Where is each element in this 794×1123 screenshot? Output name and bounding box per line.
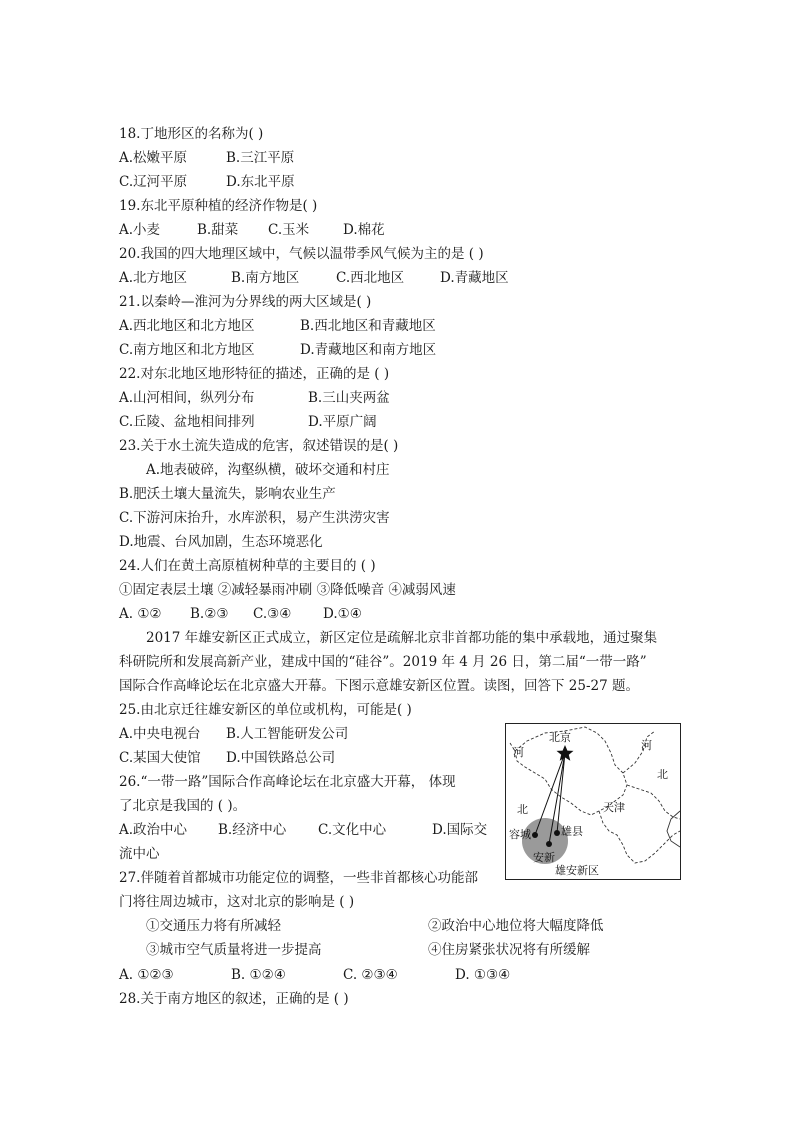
q23-option-c: C.下游河床抬升，水库淤积，易产生洪涝灾害 xyxy=(119,510,390,526)
q25-option-d: D.中国铁路总公司 xyxy=(226,750,336,766)
q24-option-b: B.②③ xyxy=(190,606,229,622)
q20-option-a: A.北方地区 xyxy=(119,270,188,286)
label-xiongan: 雄安新区 xyxy=(555,864,599,877)
label-xiongxian: 雄县 xyxy=(561,825,583,838)
label-he-right: 河 xyxy=(641,739,652,752)
passage-line-1: 2017 年雄安新区正式成立，新区定位是疏解北京非首都功能的集中承载地，通过聚集 xyxy=(146,630,658,646)
q25-stem: 25.由北京迁往雄安新区的单位或机构，可能是( ) xyxy=(119,702,412,718)
q27-option-d: D. ①③④ xyxy=(455,967,511,983)
q27-stem-line-2: 门将往周边城市，这对北京的影响是 ( ) xyxy=(119,894,355,910)
q25-option-b: B.人工智能研发公司 xyxy=(226,726,349,742)
q24-option-a: A. ①② xyxy=(119,606,162,622)
label-he-left: 河 xyxy=(513,746,524,759)
q18-option-c: C.辽河平原 xyxy=(119,174,188,190)
q22-option-d: D.平原广阔 xyxy=(308,414,377,430)
passage-line-2: 科研院所和发展高新产业，建成中国的“硅谷”。2019 年 4 月 26 日，第二届“一带一路” xyxy=(119,654,647,670)
q21-option-b: B.西北地区和青藏地区 xyxy=(300,318,436,334)
q18-option-d: D.东北平原 xyxy=(226,174,295,190)
q22-option-a: A.山河相间，纵列分布 xyxy=(119,390,255,406)
label-bei-right: 北 xyxy=(657,768,668,781)
q23-option-d: D.地震、台风加剧，生态环境恶化 xyxy=(119,534,323,550)
xiongxian-dot xyxy=(554,830,560,836)
q24-option-d: D.①④ xyxy=(323,606,362,622)
q20-stem: 20.我国的四大地理区域中，气候以温带季风气候为主的是 ( ) xyxy=(119,246,484,262)
q26-stem-line-1: 26.“一带一路”国际合作高峰论坛在北京盛大开幕， 体现 xyxy=(119,774,456,790)
q27-item-3: ③城市空气质量将进一步提高 xyxy=(146,942,322,958)
q19-stem: 19.东北平原种植的经济作物是( ) xyxy=(119,198,318,214)
q24-stem: 24.人们在黄土高原植树种草的主要目的 ( ) xyxy=(119,558,376,574)
q26-option-c: C.文化中心 xyxy=(318,822,387,838)
q25-option-a: A.中央电视台 xyxy=(119,726,201,742)
q18-option-b: B.三江平原 xyxy=(226,150,295,166)
label-beijing: 北京 xyxy=(549,731,571,744)
q27-item-1: ①交通压力将有所减轻 xyxy=(146,918,281,934)
q23-stem: 23.关于水土流失造成的危害，叙述错误的是( ) xyxy=(119,438,399,454)
q27-option-b: B. ①②④ xyxy=(231,967,286,983)
passage-line-3: 国际合作高峰论坛在北京盛大开幕。下图示意雄安新区位置。读图，回答下 25-27 题。 xyxy=(119,678,639,694)
q20-option-c: C.西北地区 xyxy=(336,270,405,286)
q22-option-c: C.丘陵、盆地相间排列 xyxy=(119,414,255,430)
q20-option-b: B.南方地区 xyxy=(231,270,300,286)
q20-option-d: D.青藏地区 xyxy=(440,270,509,286)
q23-option-a: A.地表破碎，沟壑纵横，破坏交通和村庄 xyxy=(146,462,390,478)
q27-item-2: ②政治中心地位将大幅度降低 xyxy=(428,918,604,934)
q18-option-a: A.松嫩平原 xyxy=(119,150,188,166)
label-anxin: 安新 xyxy=(533,851,555,864)
q23-option-b: B.肥沃土壤大量流失，影响农业生产 xyxy=(119,486,336,502)
q18-stem: 18.丁地形区的名称为( ) xyxy=(119,126,264,142)
q26-option-a: A.政治中心 xyxy=(119,822,188,838)
anxin-dot xyxy=(546,841,552,847)
q26-option-d: D.国际交 xyxy=(432,822,488,838)
q22-stem: 22.对东北地区地形特征的描述，正确的是 ( ) xyxy=(119,366,390,382)
q24-items: ①固定表层土壤 ②减轻暴雨冲刷 ③降低噪音 ④减弱风速 xyxy=(119,582,456,598)
q19-option-b: B.甜菜 xyxy=(197,222,239,238)
q19-option-a: A.小麦 xyxy=(119,222,161,238)
q27-option-c: C. ②③④ xyxy=(343,967,398,983)
q21-stem: 21.以秦岭—淮河为分界线的两大区域是( ) xyxy=(119,294,372,310)
q19-option-c: C.玉米 xyxy=(268,222,310,238)
q26-option-d-continued: 流中心 xyxy=(119,846,160,862)
q19-option-d: D.棉花 xyxy=(343,222,385,238)
xiongan-location-map xyxy=(505,723,681,880)
q26-option-b: B.经济中心 xyxy=(218,822,287,838)
q26-stem-line-2: 了北京是我国的 ( )。 xyxy=(119,798,247,814)
q24-option-c: C.③④ xyxy=(253,606,292,622)
q27-stem-line-1: 27.伴随着首都城市功能定位的调整，一些非首都核心功能部 xyxy=(119,870,478,886)
q22-option-b: B.三山夹两盆 xyxy=(308,390,390,406)
q28-stem: 28.关于南方地区的叙述，正确的是 ( ) xyxy=(119,991,349,1007)
q25-option-c: C.某国大使馆 xyxy=(119,750,201,766)
q27-option-a: A. ①②③ xyxy=(119,967,174,983)
rongcheng-dot xyxy=(532,832,538,838)
label-rongcheng: 容城 xyxy=(509,828,531,841)
q21-option-d: D.青藏地区和南方地区 xyxy=(300,342,437,358)
q27-item-4: ④住房紧张状况将有所缓解 xyxy=(428,942,590,958)
label-tianjin: 天津 xyxy=(603,801,625,814)
q21-option-c: C.南方地区和北方地区 xyxy=(119,342,255,358)
label-bei-left: 北 xyxy=(517,803,528,816)
q21-option-a: A.西北地区和北方地区 xyxy=(119,318,255,334)
